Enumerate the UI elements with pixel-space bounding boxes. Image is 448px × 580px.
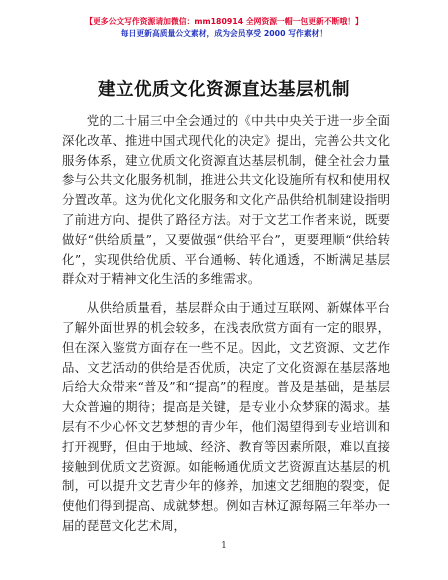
page-number: 1 xyxy=(221,541,227,551)
promo-line-1: 【更多公文写作资源请加微信：mm180914 全网资源一帽一包更新不断哦！】 xyxy=(85,17,363,26)
promo-line-2: 每日更新高质量公文素材，成为会员享受 2000 写作素材！ xyxy=(120,29,328,38)
document-title: 建立优质文化资源直达基层机制 xyxy=(98,80,350,100)
promo-banner xyxy=(40,16,408,40)
document-body xyxy=(62,111,390,545)
paragraph-2: 从供给质量看，基层群众由于通过互联网、新媒体平台了解外面世界的机会较多，在浅表欣赏方面有一定的眼界，但在深入鉴赏方面存在一些不足。因此，文艺资源、文艺作品、文艺活动的供给是否优质，决定了文化资源在基层落地后给大众带来“普及”和“提高”的程度。普及是基础，是基层大众普遍的期待；提高是关键，是专业小众梦寐的渴求。基层有不少心怀文艺梦想的青少年，他们渴望得到专业培训和打开视野，但由于地域、经济、教育等因素所限，难以直接接触到优质文艺资源。如能畅通优质文艺资源直达基层的机制，可以提升文艺青少年的修养，加速文艺细胞的裂变，促使他们得到提高、成就梦想。例如吉林辽源每隔三年举办一届的琵琶文化艺术周， xyxy=(62,300,390,533)
paragraph-1: 党的二十届三中全会通过的《中共中央关于进一步全面深化改革、推进中国式现代化的决定》提出，完善公共文化服务体系，建立优质文化资源直达基层机制，健全社会力量参与公共文化服务机制，推进公共文化设施所有权和使用权分置改革。这为优化文化服务和文化产品供给机制建设指明了前进方向、提供了路径方法。对于文艺工作者来说，既要做好“供给质量”，又要做强“供给平台”，更要理顺“供给转化”，实现供给优质、平台通畅、转化通透，不断满足基层群众对于精神文化生活的多维需求。 xyxy=(62,113,390,287)
